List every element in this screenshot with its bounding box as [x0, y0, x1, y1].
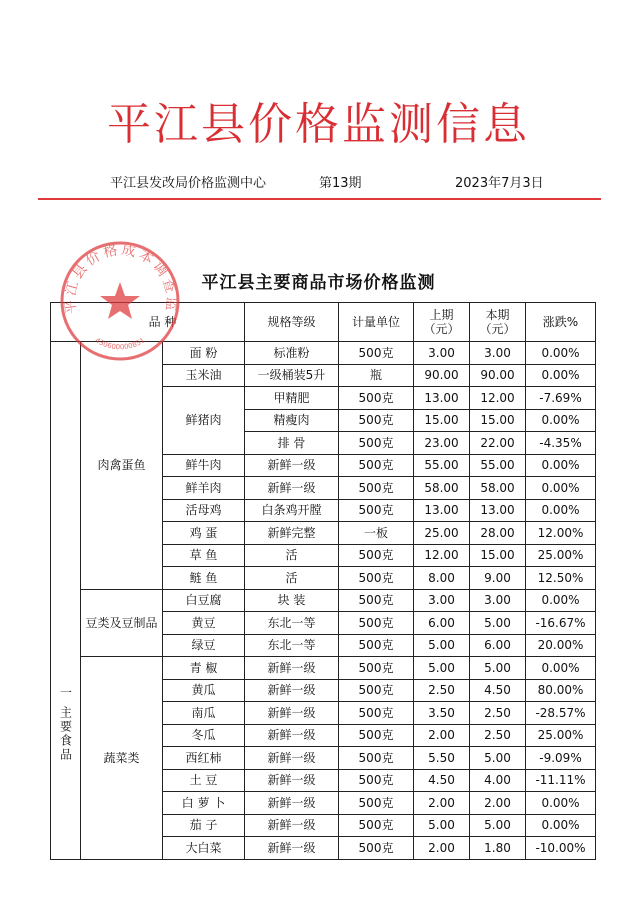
item-change: 0.00% [526, 409, 596, 432]
item-prev: 13.00 [414, 499, 470, 522]
item-unit: 500克 [339, 477, 414, 500]
item-prev: 55.00 [414, 454, 470, 477]
header-unit: 计量单位 [339, 303, 414, 342]
item-change: 0.00% [526, 792, 596, 815]
document-title: 平江县价格监测信息 [107, 99, 530, 150]
item-unit: 500克 [339, 454, 414, 477]
group-bean: 豆类及豆制品 [81, 589, 163, 657]
item-prev: 5.00 [414, 634, 470, 657]
item-unit: 500克 [339, 747, 414, 770]
item-name: 草 鱼 [163, 544, 245, 567]
item-name: 绿豆 [163, 634, 245, 657]
item-change: 0.00% [526, 589, 596, 612]
item-curr: 15.00 [470, 409, 526, 432]
item-curr: 2.50 [470, 724, 526, 747]
issuer: 平江县发改局价格监测中心 [110, 176, 267, 191]
item-curr: 5.00 [470, 612, 526, 635]
item-name: 青 椒 [163, 657, 245, 680]
item-prev: 3.50 [414, 702, 470, 725]
item-name: 黄豆 [163, 612, 245, 635]
item-name: 土 豆 [163, 769, 245, 792]
item-name: 鲜猪肉 [163, 387, 245, 455]
group-veg: 蔬菜类 [81, 657, 163, 860]
item-prev: 3.00 [414, 342, 470, 365]
item-change: 25.00% [526, 724, 596, 747]
item-unit: 一板 [339, 522, 414, 545]
item-curr: 22.00 [470, 432, 526, 455]
item-curr: 2.50 [470, 702, 526, 725]
item-name: 南瓜 [163, 702, 245, 725]
item-prev: 5.00 [414, 657, 470, 680]
item-unit: 500克 [339, 657, 414, 680]
header-curr: 本期 （元） [470, 303, 526, 342]
item-spec: 活 [245, 544, 339, 567]
item-change: -11.11% [526, 769, 596, 792]
item-prev: 3.00 [414, 589, 470, 612]
item-unit: 500克 [339, 724, 414, 747]
item-unit: 500克 [339, 634, 414, 657]
item-curr: 55.00 [470, 454, 526, 477]
item-unit: 500克 [339, 409, 414, 432]
item-spec: 新鲜一级 [245, 657, 339, 680]
item-prev: 13.00 [414, 387, 470, 410]
item-spec: 标准粉 [245, 342, 339, 365]
item-name: 鲢 鱼 [163, 567, 245, 590]
item-change: -7.69% [526, 387, 596, 410]
item-curr: 5.00 [470, 657, 526, 680]
item-unit: 500克 [339, 387, 414, 410]
item-change: -9.09% [526, 747, 596, 770]
header-change: 涨跌% [526, 303, 596, 342]
item-curr: 12.00 [470, 387, 526, 410]
table-row [51, 589, 596, 612]
item-prev: 2.00 [414, 724, 470, 747]
item-curr: 1.80 [470, 837, 526, 860]
item-unit: 500克 [339, 342, 414, 365]
item-curr: 4.00 [470, 769, 526, 792]
item-unit: 500克 [339, 679, 414, 702]
item-name: 鲜牛肉 [163, 454, 245, 477]
item-change: 80.00% [526, 679, 596, 702]
item-spec: 新鲜一级 [245, 814, 339, 837]
item-spec: 甲精肥 [245, 387, 339, 410]
item-unit: 500克 [339, 432, 414, 455]
item-name: 鲜羊肉 [163, 477, 245, 500]
item-change: 0.00% [526, 499, 596, 522]
item-prev: 2.50 [414, 679, 470, 702]
item-prev: 15.00 [414, 409, 470, 432]
item-curr: 15.00 [470, 544, 526, 567]
item-name: 鸡 蛋 [163, 522, 245, 545]
item-change: 20.00% [526, 634, 596, 657]
table-row [51, 657, 596, 680]
item-spec: 东北一等 [245, 634, 339, 657]
item-prev: 25.00 [414, 522, 470, 545]
item-unit: 500克 [339, 702, 414, 725]
item-name: 冬瓜 [163, 724, 245, 747]
item-unit: 500克 [339, 544, 414, 567]
issue-date: 2023年7月3日 [455, 176, 544, 191]
seal-code: 430600000851 [93, 336, 147, 352]
item-name: 玉米油 [163, 364, 245, 387]
item-curr: 90.00 [470, 364, 526, 387]
item-curr: 3.00 [470, 342, 526, 365]
item-name: 白豆腐 [163, 589, 245, 612]
item-spec: 块 装 [245, 589, 339, 612]
item-change: 0.00% [526, 342, 596, 365]
item-prev: 12.00 [414, 544, 470, 567]
item-prev: 6.00 [414, 612, 470, 635]
item-unit: 500克 [339, 792, 414, 815]
item-prev: 4.50 [414, 769, 470, 792]
item-change: 12.50% [526, 567, 596, 590]
item-curr: 58.00 [470, 477, 526, 500]
item-curr: 6.00 [470, 634, 526, 657]
header-spec: 规格等级 [245, 303, 339, 342]
item-prev: 23.00 [414, 432, 470, 455]
item-change: 25.00% [526, 544, 596, 567]
category-level1: 一 主要食品 [51, 589, 81, 859]
item-curr: 13.00 [470, 499, 526, 522]
item-spec: 新鲜一级 [245, 724, 339, 747]
item-prev: 90.00 [414, 364, 470, 387]
item-spec: 新鲜一级 [245, 747, 339, 770]
item-unit: 500克 [339, 589, 414, 612]
header-prev: 上期 （元） [414, 303, 470, 342]
item-change: -10.00% [526, 837, 596, 860]
item-spec: 一级桶装5升 [245, 364, 339, 387]
item-name: 白 萝 卜 [163, 792, 245, 815]
item-name: 西红柿 [163, 747, 245, 770]
item-spec: 新鲜完整 [245, 522, 339, 545]
item-unit: 500克 [339, 499, 414, 522]
item-spec: 新鲜一级 [245, 679, 339, 702]
item-curr: 3.00 [470, 589, 526, 612]
item-prev: 5.50 [414, 747, 470, 770]
item-spec: 排 骨 [245, 432, 339, 455]
item-spec: 精瘦肉 [245, 409, 339, 432]
item-name: 活母鸡 [163, 499, 245, 522]
item-change: 0.00% [526, 454, 596, 477]
item-unit: 瓶 [339, 364, 414, 387]
item-spec: 新鲜一级 [245, 769, 339, 792]
item-spec: 新鲜一级 [245, 792, 339, 815]
item-curr: 2.00 [470, 792, 526, 815]
item-name: 面 粉 [163, 342, 245, 365]
price-table [50, 302, 596, 860]
item-curr: 9.00 [470, 567, 526, 590]
item-curr: 5.00 [470, 747, 526, 770]
item-name: 茄 子 [163, 814, 245, 837]
item-spec: 东北一等 [245, 612, 339, 635]
issue-number: 第13期 [319, 176, 362, 191]
group-meat: 肉禽蛋鱼 [81, 342, 163, 590]
item-spec: 白条鸡开膛 [245, 499, 339, 522]
item-change: 12.00% [526, 522, 596, 545]
table-row [51, 342, 596, 365]
item-change: -4.35% [526, 432, 596, 455]
item-spec: 活 [245, 567, 339, 590]
header-item: 品 种 [51, 303, 245, 342]
red-divider [38, 198, 601, 200]
item-spec: 新鲜一级 [245, 702, 339, 725]
table-header-row [51, 303, 596, 342]
item-prev: 2.00 [414, 792, 470, 815]
item-spec: 新鲜一级 [245, 454, 339, 477]
seal-text: 平江县价格成本调查监 [62, 242, 180, 315]
item-curr: 28.00 [470, 522, 526, 545]
item-prev: 5.00 [414, 814, 470, 837]
item-spec: 新鲜一级 [245, 837, 339, 860]
item-change: -16.67% [526, 612, 596, 635]
item-spec: 新鲜一级 [245, 477, 339, 500]
table-title: 平江县主要商品市场价格监测 [201, 273, 436, 293]
item-change: 0.00% [526, 657, 596, 680]
item-prev: 8.00 [414, 567, 470, 590]
item-unit: 500克 [339, 814, 414, 837]
item-name: 黄瓜 [163, 679, 245, 702]
item-change: 0.00% [526, 477, 596, 500]
item-unit: 500克 [339, 612, 414, 635]
item-change: -28.57% [526, 702, 596, 725]
item-unit: 500克 [339, 769, 414, 792]
item-prev: 58.00 [414, 477, 470, 500]
item-name: 大白菜 [163, 837, 245, 860]
item-unit: 500克 [339, 837, 414, 860]
item-prev: 2.00 [414, 837, 470, 860]
item-change: 0.00% [526, 364, 596, 387]
item-curr: 5.00 [470, 814, 526, 837]
item-unit: 500克 [339, 567, 414, 590]
item-curr: 4.50 [470, 679, 526, 702]
item-change: 0.00% [526, 814, 596, 837]
